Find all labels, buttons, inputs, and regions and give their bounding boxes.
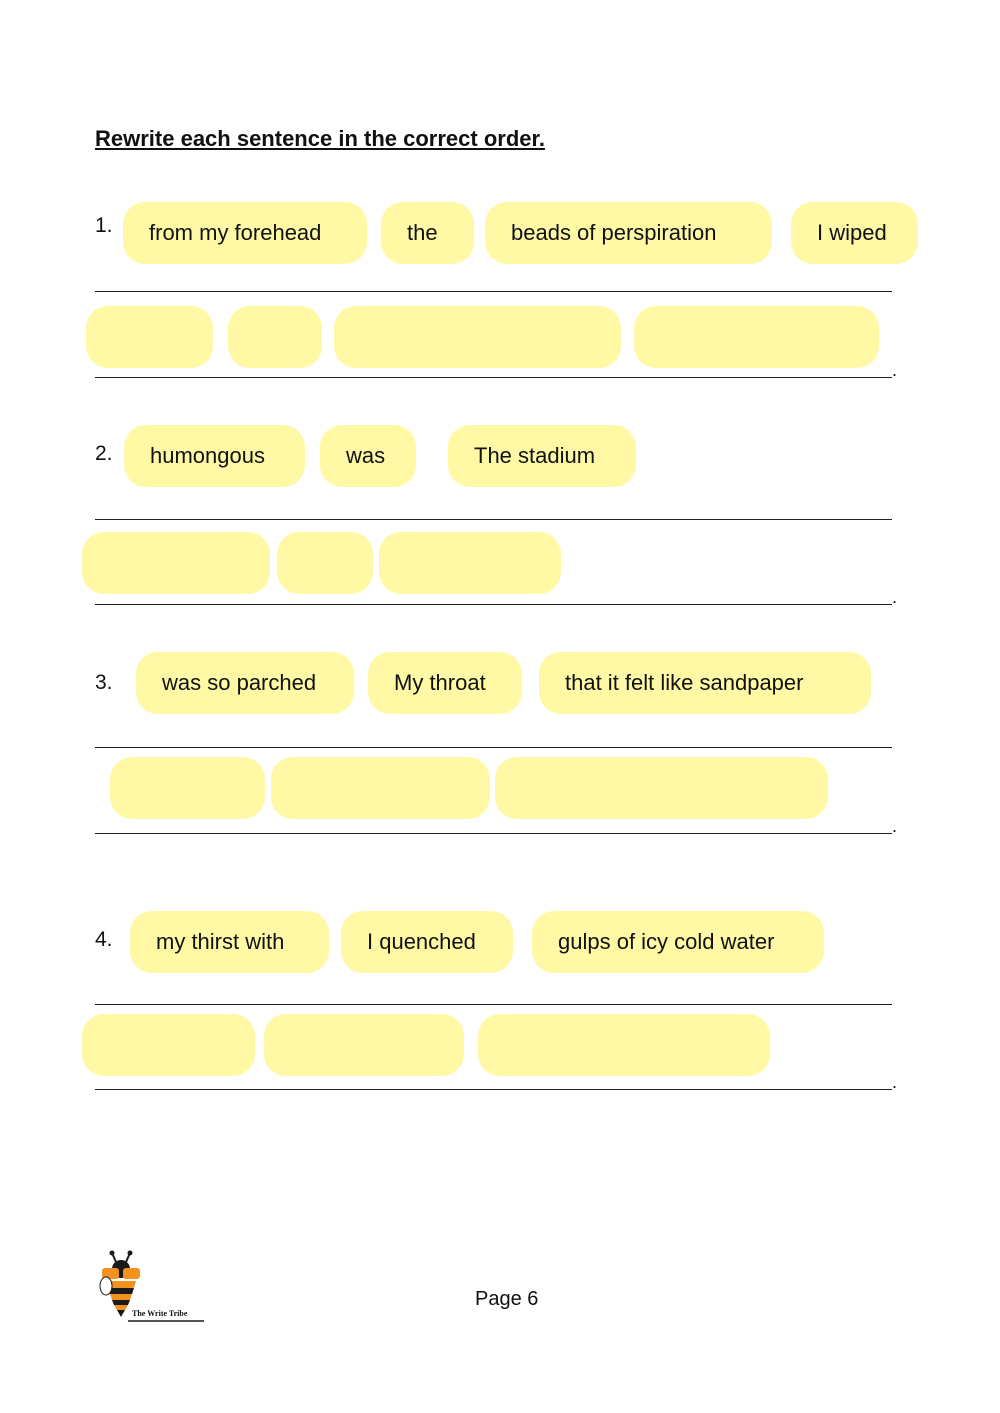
drop-slot[interactable] bbox=[264, 1014, 464, 1076]
answer-line bbox=[95, 519, 892, 520]
question-number: 4. bbox=[95, 928, 113, 951]
sentence-period: . bbox=[892, 587, 898, 607]
word-chip[interactable]: I wiped bbox=[791, 202, 918, 264]
answer-line bbox=[95, 1089, 892, 1090]
drop-slot[interactable] bbox=[495, 757, 828, 819]
drop-slot[interactable] bbox=[110, 757, 265, 819]
word-chip[interactable]: humongous bbox=[124, 425, 305, 487]
drop-slot[interactable] bbox=[334, 306, 621, 368]
sentence-period: . bbox=[892, 816, 898, 836]
drop-slot[interactable] bbox=[478, 1014, 770, 1076]
word-chip[interactable]: I quenched bbox=[341, 911, 513, 973]
answer-line bbox=[95, 604, 892, 605]
page-number: Page 6 bbox=[475, 1288, 539, 1310]
word-chip[interactable]: My throat bbox=[368, 652, 522, 714]
drop-slot[interactable] bbox=[228, 306, 322, 368]
answer-line bbox=[95, 1004, 892, 1005]
answer-line bbox=[95, 833, 892, 834]
drop-slot[interactable] bbox=[82, 532, 270, 594]
word-chip[interactable]: that it felt like sandpaper bbox=[539, 652, 871, 714]
answer-line bbox=[95, 747, 892, 748]
drop-slot[interactable] bbox=[277, 532, 373, 594]
question-number: 2. bbox=[95, 442, 113, 465]
word-chip[interactable]: The stadium bbox=[448, 425, 636, 487]
question-number: 3. bbox=[95, 671, 113, 694]
drop-slot[interactable] bbox=[271, 757, 490, 819]
word-chip[interactable]: my thirst with bbox=[130, 911, 329, 973]
word-chip[interactable]: gulps of icy cold water bbox=[532, 911, 824, 973]
drop-slot[interactable] bbox=[634, 306, 879, 368]
sentence-period: . bbox=[892, 360, 898, 380]
word-chip[interactable]: the bbox=[381, 202, 474, 264]
word-chip[interactable]: was so parched bbox=[136, 652, 354, 714]
drop-slot[interactable] bbox=[379, 532, 561, 594]
word-chip[interactable]: was bbox=[320, 425, 416, 487]
drop-slot[interactable] bbox=[86, 306, 213, 368]
write-tribe-logo bbox=[98, 1250, 206, 1326]
sentence-period: . bbox=[892, 1072, 898, 1092]
drop-slot[interactable] bbox=[82, 1014, 255, 1076]
answer-line bbox=[95, 377, 892, 378]
instruction-heading: Rewrite each sentence in the correct order. bbox=[95, 126, 545, 151]
answer-line bbox=[95, 291, 892, 292]
word-chip[interactable]: from my forehead bbox=[123, 202, 367, 264]
word-chip[interactable]: beads of perspiration bbox=[485, 202, 772, 264]
question-number: 1. bbox=[95, 214, 113, 237]
logo-text: The Write Tribe bbox=[132, 1309, 188, 1318]
